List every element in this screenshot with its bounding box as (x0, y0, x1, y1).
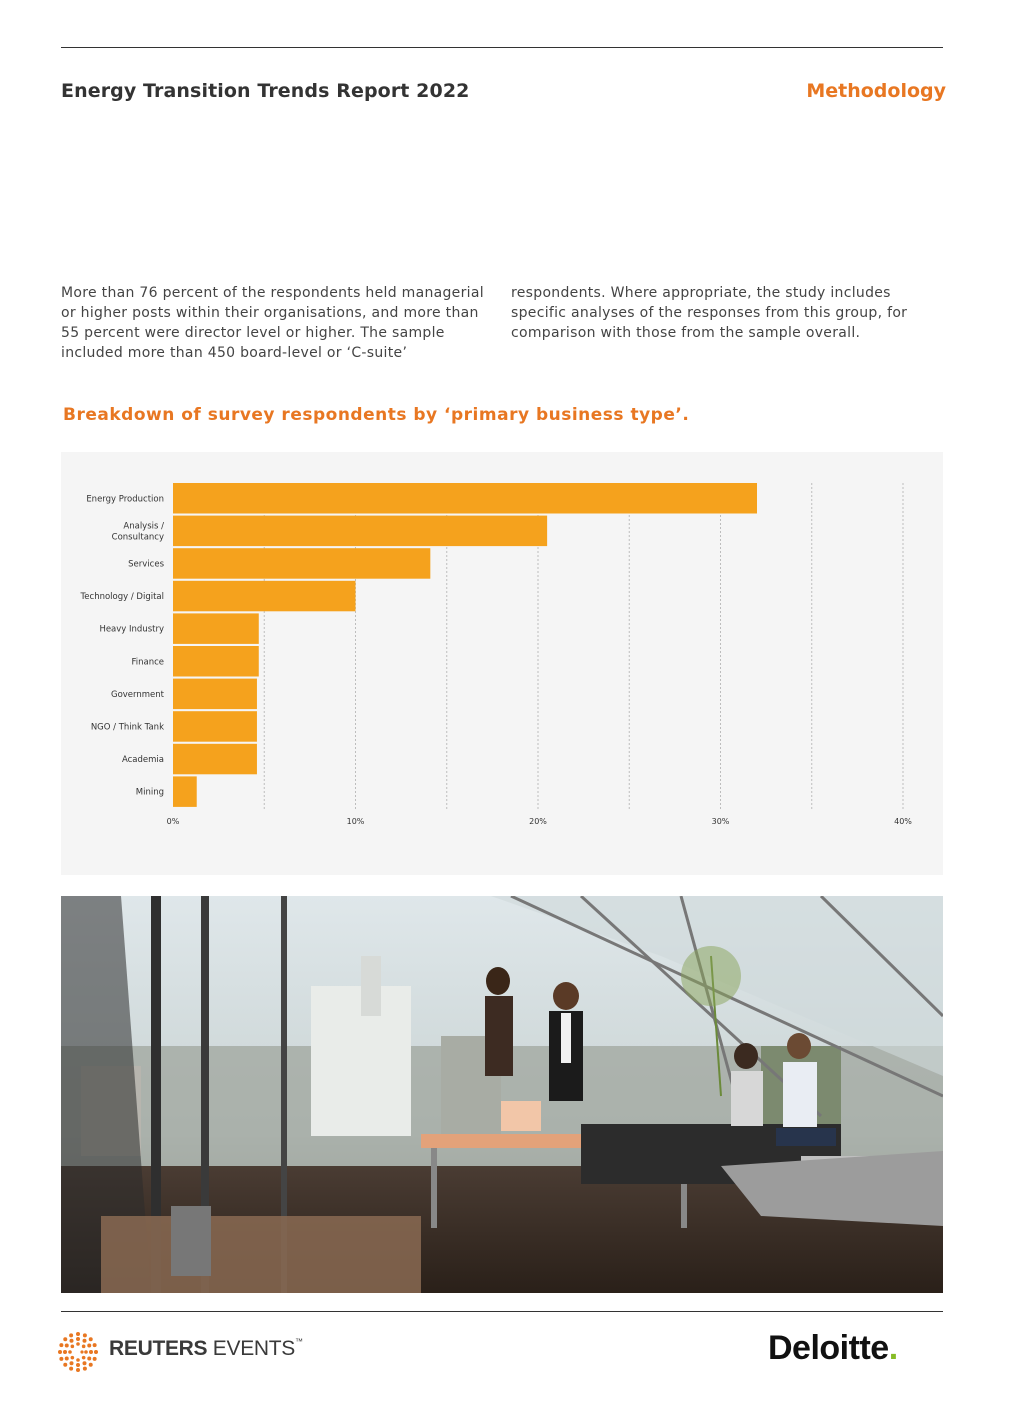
bar (173, 613, 259, 644)
logo-dot (69, 1367, 73, 1371)
logo-dot (93, 1343, 97, 1347)
bar (173, 548, 430, 579)
bar-chart (61, 452, 943, 875)
logo-dot (80, 1350, 83, 1353)
reuters-wordmark-light: EVENTS (207, 1337, 296, 1360)
bar (173, 516, 547, 547)
logo-dot (70, 1339, 74, 1343)
logo-dot (76, 1358, 80, 1362)
bar (173, 483, 757, 514)
logo-dot (89, 1363, 93, 1367)
logo-dot (63, 1350, 67, 1354)
x-tick-label: 10% (346, 817, 365, 826)
reuters-wordmark-bold: REUTERS (109, 1337, 208, 1360)
deloitte-green-dot: . (888, 1329, 898, 1367)
logo-dot (87, 1344, 91, 1348)
category-label: Technology / Digital (80, 592, 164, 603)
logo-dot (71, 1356, 75, 1360)
bar (173, 711, 257, 742)
category-label: Academia (121, 755, 164, 766)
logo-dot (93, 1357, 97, 1361)
bar (173, 679, 257, 710)
section-name: Methodology (806, 80, 946, 102)
bar (173, 581, 356, 612)
logo-dot (65, 1357, 69, 1361)
category-label: Government (110, 689, 164, 700)
bottom-rule (61, 1311, 943, 1312)
bar (173, 776, 197, 807)
logo-dot (76, 1363, 80, 1367)
category-label: Mining (135, 787, 164, 798)
logo-dot (58, 1350, 62, 1354)
logo-dot (76, 1368, 80, 1372)
body-text-column-2: respondents. Where appropriate, the study includes specific analyses of the responses from this group, for comparison with those from the sample overall. (511, 285, 908, 341)
logo-dot (63, 1363, 67, 1367)
logo-dot (89, 1350, 93, 1354)
logo-dot (82, 1356, 86, 1360)
logo-dot (82, 1345, 86, 1349)
x-tick-label: 20% (529, 817, 547, 826)
logo-dot (89, 1337, 93, 1341)
body-text-column-1: More than 76 percent of the respondents held managerial or higher posts within their organisations, and more than 55 percent were director level or higher. The sample included more than 450 board-level or ‘C-suite’ (61, 285, 484, 361)
logo-dot (68, 1350, 72, 1354)
category-label: Analysis / (123, 521, 164, 532)
category-label: Energy Production (86, 494, 164, 505)
logo-dot (83, 1367, 87, 1371)
x-tick-label: 30% (711, 817, 730, 826)
document-title: Energy Transition Trends Report 2022 (61, 80, 470, 102)
bar-chart-panel (61, 452, 943, 875)
deloitte-wordmark: Deloitte (768, 1329, 889, 1367)
logo-dot (83, 1361, 87, 1365)
x-tick-label: 0% (166, 817, 180, 826)
chart-heading: Breakdown of survey respondents by ‘primary business type’. (63, 405, 690, 425)
logo-dot (83, 1339, 87, 1343)
logo-dot (69, 1333, 73, 1337)
logo-dot (63, 1337, 67, 1341)
logo-dot (83, 1333, 87, 1337)
logo-dot (76, 1332, 80, 1336)
x-tick-label: 40% (894, 817, 912, 826)
logo-dot (76, 1342, 80, 1346)
category-label: Finance (131, 657, 164, 668)
logo-dot (76, 1337, 80, 1341)
trademark-symbol: ™ (295, 1337, 303, 1346)
logo-dot (71, 1345, 75, 1349)
office-photo-illustration (61, 896, 943, 1293)
category-label: Services (128, 559, 164, 570)
category-label: NGO / Think Tank (90, 722, 164, 733)
reuters-events-wordmark (109, 1337, 303, 1361)
bar (173, 744, 257, 775)
bar (173, 646, 259, 677)
logo-dot (87, 1357, 91, 1361)
logo-dot (70, 1361, 74, 1365)
office-meeting-photo (61, 896, 943, 1293)
category-label: Consultancy (111, 532, 164, 543)
logo-dot (65, 1344, 69, 1348)
logo-dot (94, 1350, 98, 1354)
logo-dot (84, 1350, 88, 1354)
deloitte-logo (768, 1329, 898, 1368)
logo-dot (59, 1357, 63, 1361)
top-rule (61, 47, 943, 48)
logo-dot (59, 1343, 63, 1347)
category-label: Heavy Industry (99, 624, 164, 635)
